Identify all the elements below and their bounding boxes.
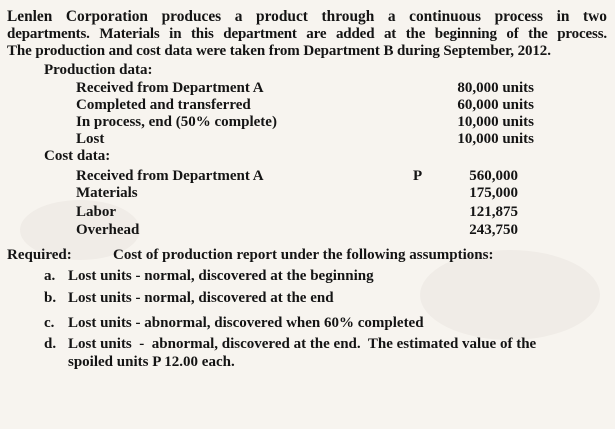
intro-line-2: departments. Materials in this department are added at the beginning of the process.: [7, 25, 607, 42]
cost-row-label: Labor: [76, 204, 117, 220]
production-row-label: Completed and transferred: [76, 97, 251, 113]
required-label: Required:: [7, 247, 72, 263]
cost-row-value: 121,875: [469, 204, 518, 220]
assumption-text-continued: spoiled units P 12.00 each.: [68, 354, 235, 370]
assumption-letter: b.: [44, 290, 57, 306]
currency-symbol: P: [413, 168, 423, 184]
production-row-label: Lost: [76, 131, 105, 147]
assumption-text: Lost units - abnormal, discovered at the end. The estimated value of the: [68, 336, 537, 352]
production-row-value: 80,000 units: [457, 80, 534, 96]
assumption-text: Lost units - abnormal, discovered when 60% completed: [68, 315, 424, 331]
cost-row-value: 560,000: [469, 168, 518, 184]
assumption-item: [44, 268, 604, 286]
problem-intro: [7, 8, 607, 61]
cost-row-value: 243,750: [469, 222, 518, 238]
assumption-item: [44, 336, 604, 376]
production-row-value: 10,000 units: [457, 114, 534, 130]
production-row-label: Received from Department A: [76, 80, 264, 96]
required-text: Cost of production report under the following assumptions:: [113, 247, 494, 263]
cost-row-label: Overhead: [76, 222, 140, 238]
production-heading: Production data:: [44, 62, 153, 78]
production-row-value: 60,000 units: [457, 97, 534, 113]
cost-row-label: Received from Department A: [76, 168, 264, 184]
intro-line-3: The production and cost data were taken from Department B during September, 2012.: [7, 43, 551, 59]
assumption-letter: d.: [44, 336, 57, 352]
assumption-item: [44, 290, 604, 308]
cost-row-label: Materials: [76, 185, 138, 201]
production-row-value: 10,000 units: [457, 131, 534, 147]
assumption-item: [44, 315, 604, 333]
cost-row-value: 175,000: [469, 185, 518, 201]
assumption-text: Lost units - normal, discovered at the beginning: [68, 268, 374, 284]
intro-line-1: Lenlen Corporation produces a product through a continuous process in two: [7, 8, 607, 25]
production-row-label: In process, end (50% complete): [76, 114, 277, 130]
assumption-text: Lost units - normal, discovered at the end: [68, 290, 334, 306]
assumption-letter: c.: [44, 315, 55, 331]
cost-heading: Cost data:: [44, 148, 111, 164]
assumption-letter: a.: [44, 268, 56, 284]
